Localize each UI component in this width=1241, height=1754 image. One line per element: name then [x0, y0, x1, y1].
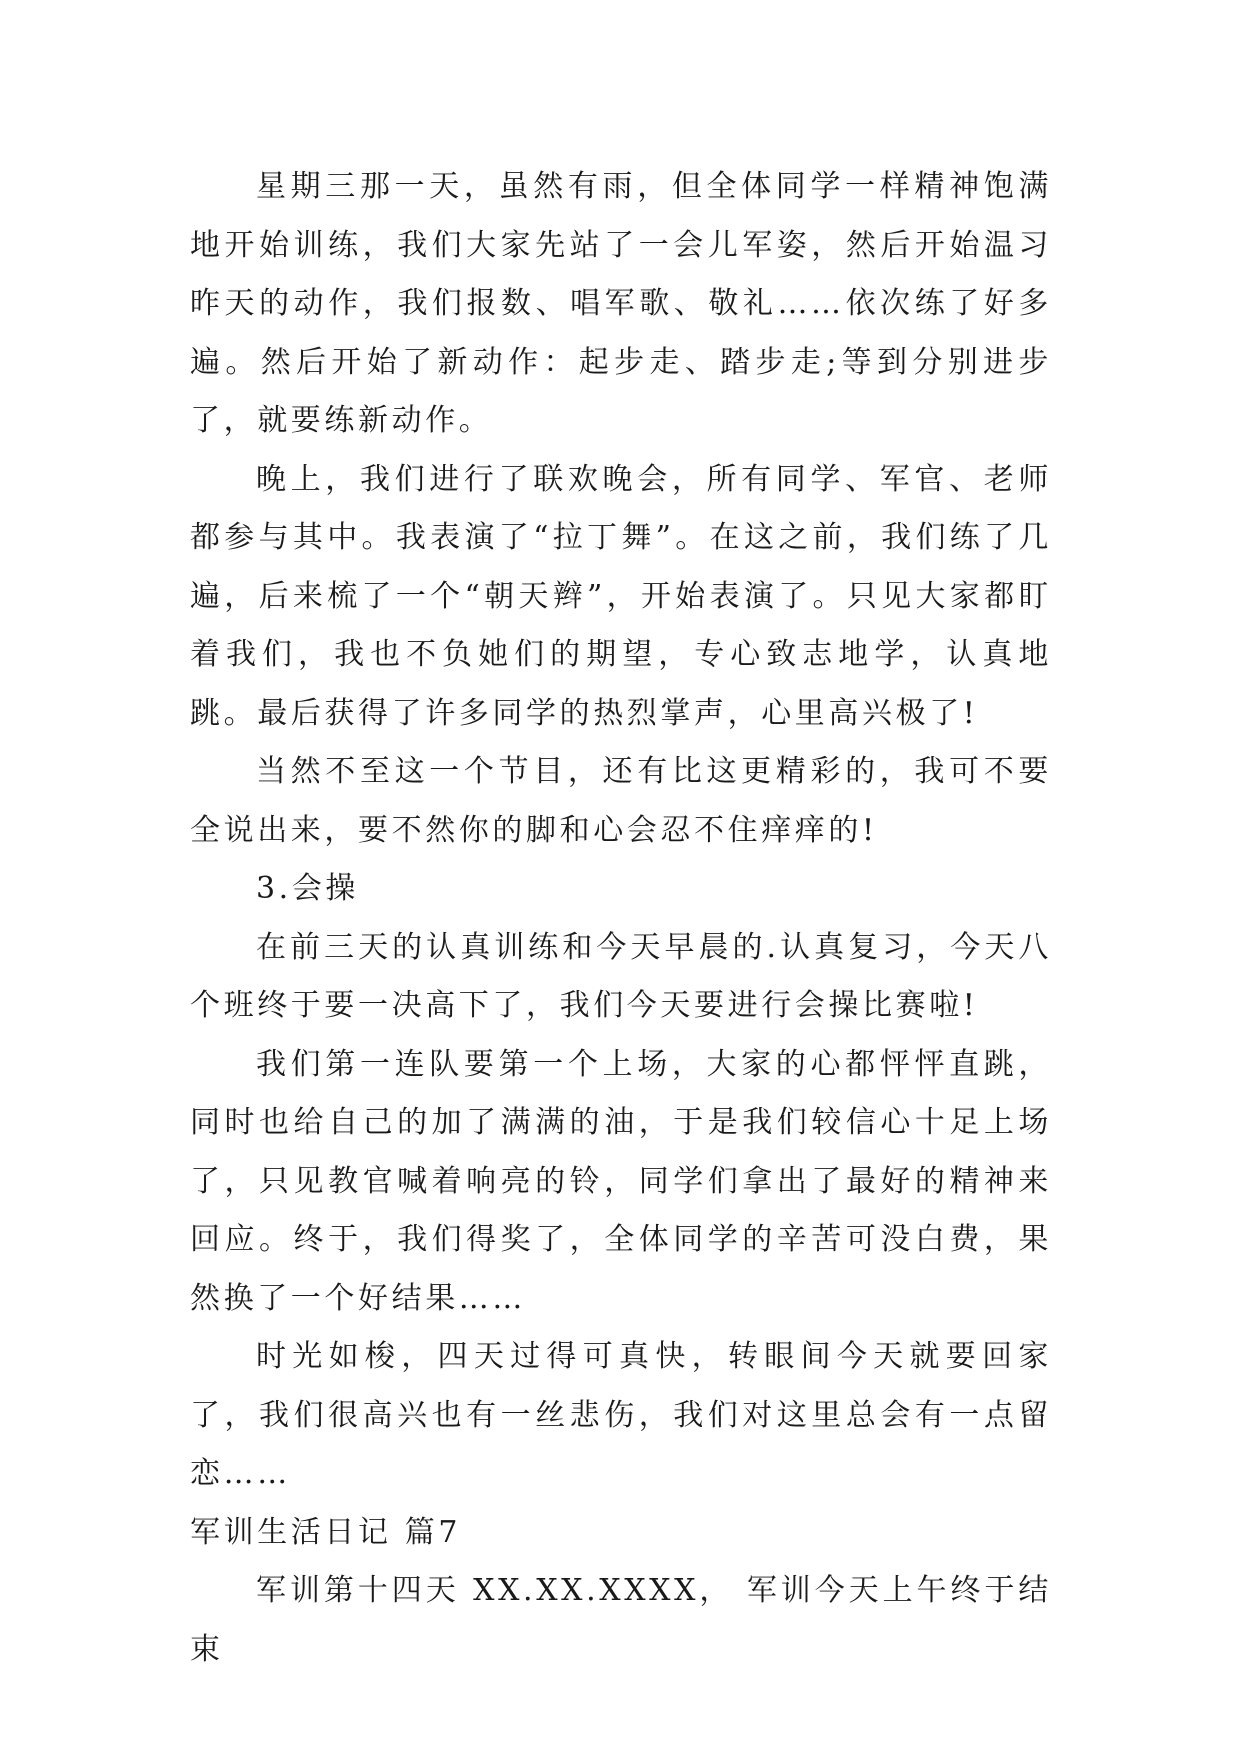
subheading-drill-competition: 3.会操 [256, 871, 360, 906]
paragraph-first-company: 我们第一连队要第一个上场，大家的心都怦怦直跳，同时也给自己的加了满满的油，于是我们较信心十足上场了，只见教官喊着响亮的铃，同学们拿出了最好的精神来回应。终于，我们得奖了，全体同学的辛苦可没白费，果然换了一个好结果…… [190, 1046, 1052, 1316]
section-title-diary-7: 军训生活日记 篇7 [190, 1514, 462, 1550]
paragraph-day-fourteen: 军训第十四天 XX.XX.XXXX， 军训今天上午终于结束 [190, 1573, 1052, 1667]
paragraph-competition-intro: 在前三天的认真训练和今天早晨的.认真复习，今天八个班终于要一决高下了，我们今天要进行会操比赛啦! [190, 929, 1052, 1023]
paragraph-more-programs: 当然不至这一个节目，还有比这更精彩的，我可不要全说出来，要不然你的脚和心会忍不住痒痒的! [190, 754, 1052, 848]
paragraph-evening-party: 晚上，我们进行了联欢晚会，所有同学、军官、老师都参与其中。我表演了“拉丁舞”。在这之前，我们练了几遍，后来梳了一个“朝天辫”，开始表演了。只见大家都盯着我们，我也不负她们的期望，专心致志地学，认真地跳。最后获得了许多同学的热烈掌声，心里高兴极了! [190, 461, 1052, 731]
paragraph-wednesday-training: 星期三那一天，虽然有雨，但全体同学一样精神饱满地开始训练，我们大家先站了一会儿军姿，然后开始温习昨天的动作，我们报数、唱军歌、敬礼……依次练了好多遍。然后开始了新动作：起步走、踏步走;等到分别进步了，就要练新动作。 [190, 169, 1052, 438]
document-body [190, 158, 1052, 1679]
paragraph-time-flies: 时光如梭，四天过得可真快，转眼间今天就要回家了，我们很高兴也有一丝悲伤，我们对这里总会有一点留恋…… [190, 1339, 1052, 1491]
